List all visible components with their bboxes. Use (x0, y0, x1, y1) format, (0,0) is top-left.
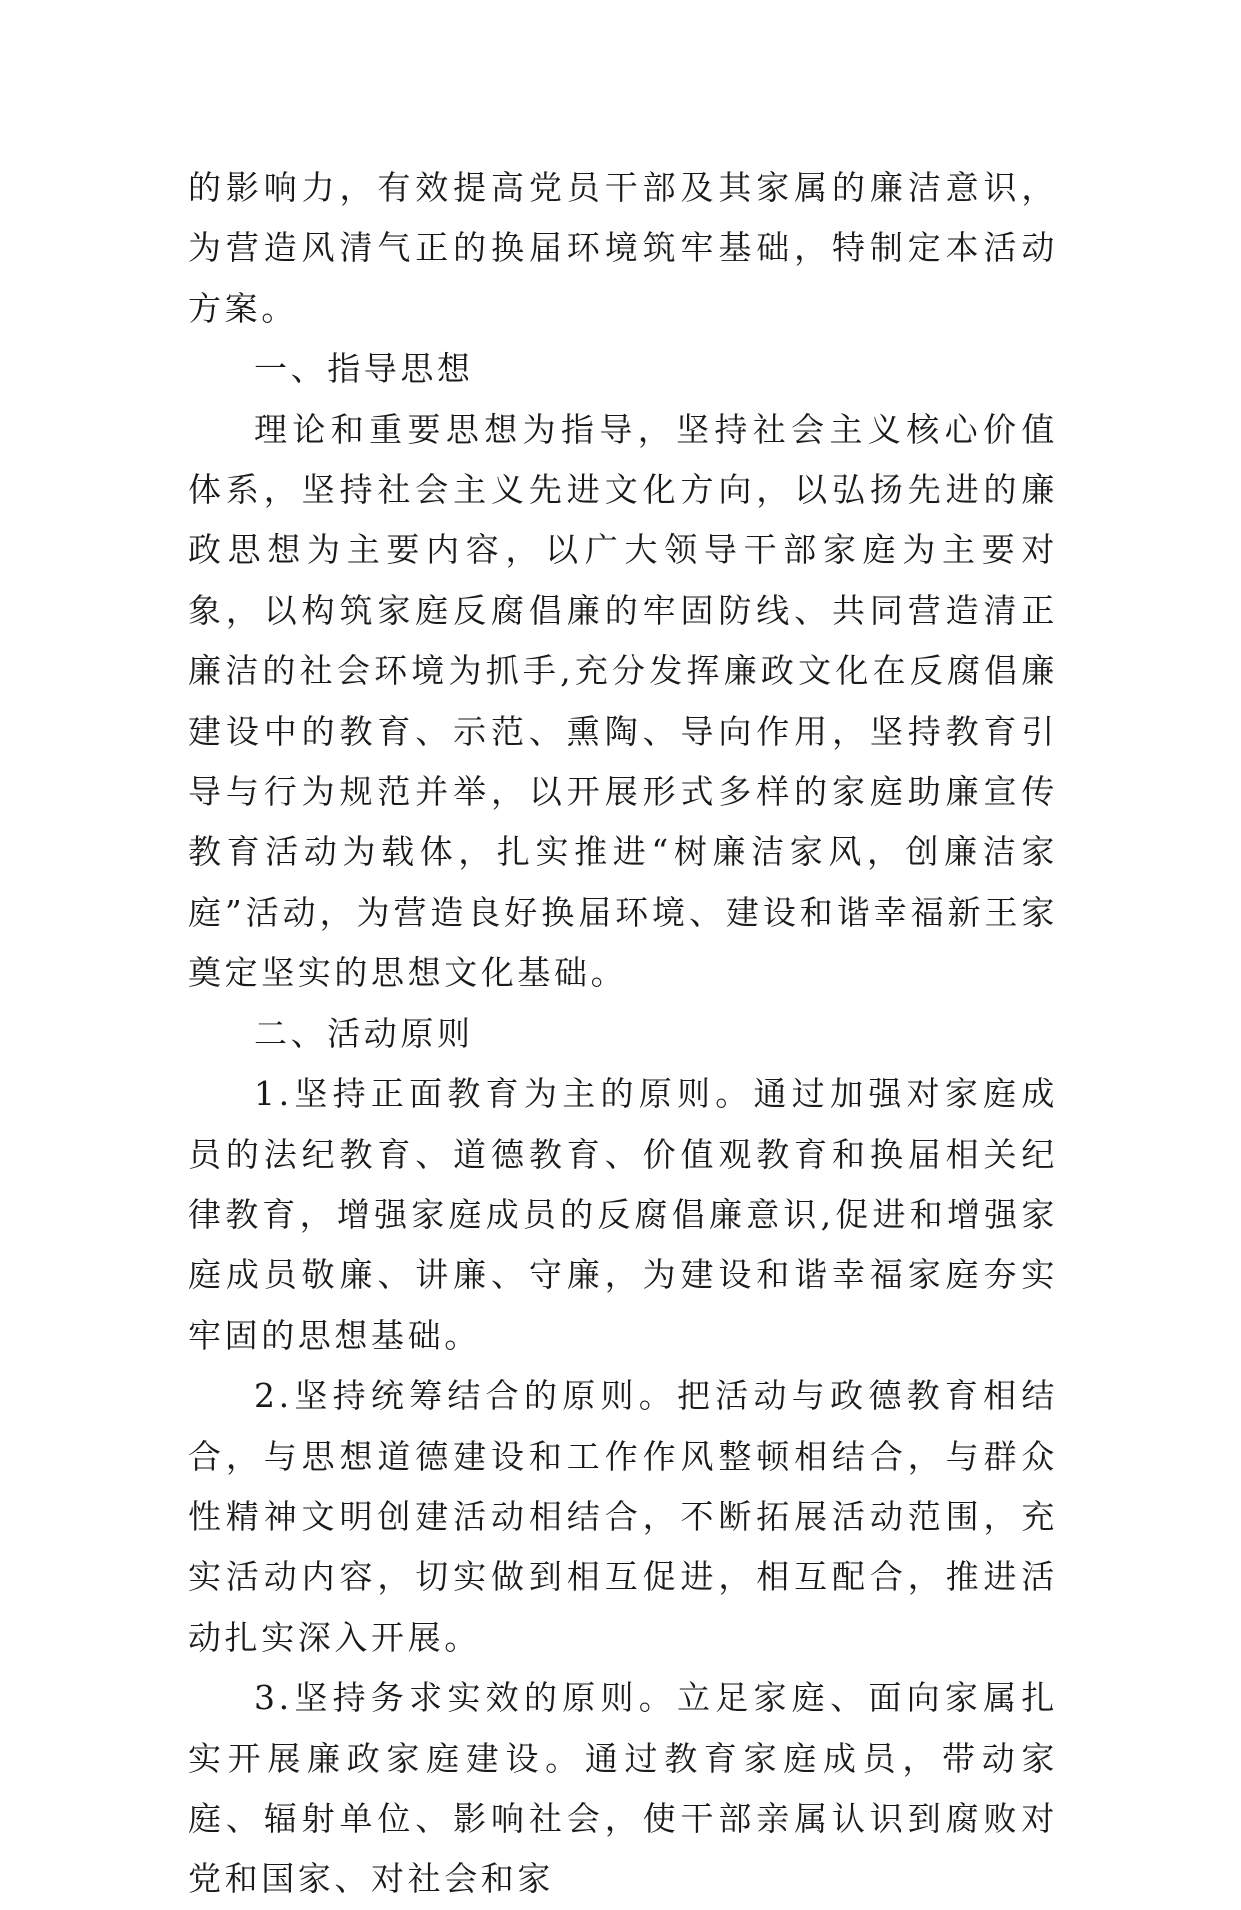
paragraph-principle-1: 1.坚持正面教育为主的原则。通过加强对家庭成员的法纪教育、道德教育、价值观教育和换届相关纪律教育，增强家庭成员的反腐倡廉意识,促进和增强家庭成员敬廉、讲廉、守廉，为建设和谐幸福家庭夯实牢固的思想基础。 (188, 1074, 1058, 1355)
section-heading-guiding-ideology: 一、指导思想 (254, 349, 474, 389)
paragraph-guiding-ideology: 理论和重要思想为指导，坚持社会主义核心价值体系，坚持社会主义先进文化方向，以弘扬先进的廉政思想为主要内容，以广大领导干部家庭为主要对象，以构筑家庭反腐倡廉的牢固防线、共同营造清正廉洁的社会环境为抓手,充分发挥廉政文化在反腐倡廉建设中的教育、示范、熏陶、导向作用，坚持教育引导与行为规范并举，以开展形式多样的家庭助廉宣传教育活动为载体，扎实推进“树廉洁家风，创廉洁家庭”活动，为营造良好换届环境、建设和谐幸福新王家奠定坚实的思想文化基础。 (188, 409, 1058, 993)
paragraph-intro-continuation: 的影响力，有效提高党员干部及其家属的廉洁意识，为营造风清气正的换届环境筑牢基础，特制定本活动方案。 (188, 168, 1058, 328)
paragraph-principle-2: 2.坚持统筹结合的原则。把活动与政德教育相结合，与思想道德建设和工作作风整顿相结合，与群众性精神文明创建活动相结合，不断拓展活动范围，充实活动内容，切实做到相互促进，相互配合，推进活动扎实深入开展。 (188, 1376, 1058, 1657)
document-body (188, 158, 1058, 1910)
paragraph-principle-3: 3.坚持务求实效的原则。立足家庭、面向家属扎实开展廉政家庭建设。通过教育家庭成员，带动家庭、辐射单位、影响社会，使干部亲属认识到腐败对党和国家、对社会和家 (188, 1678, 1058, 1899)
section-heading-activity-principles: 二、活动原则 (254, 1013, 474, 1053)
